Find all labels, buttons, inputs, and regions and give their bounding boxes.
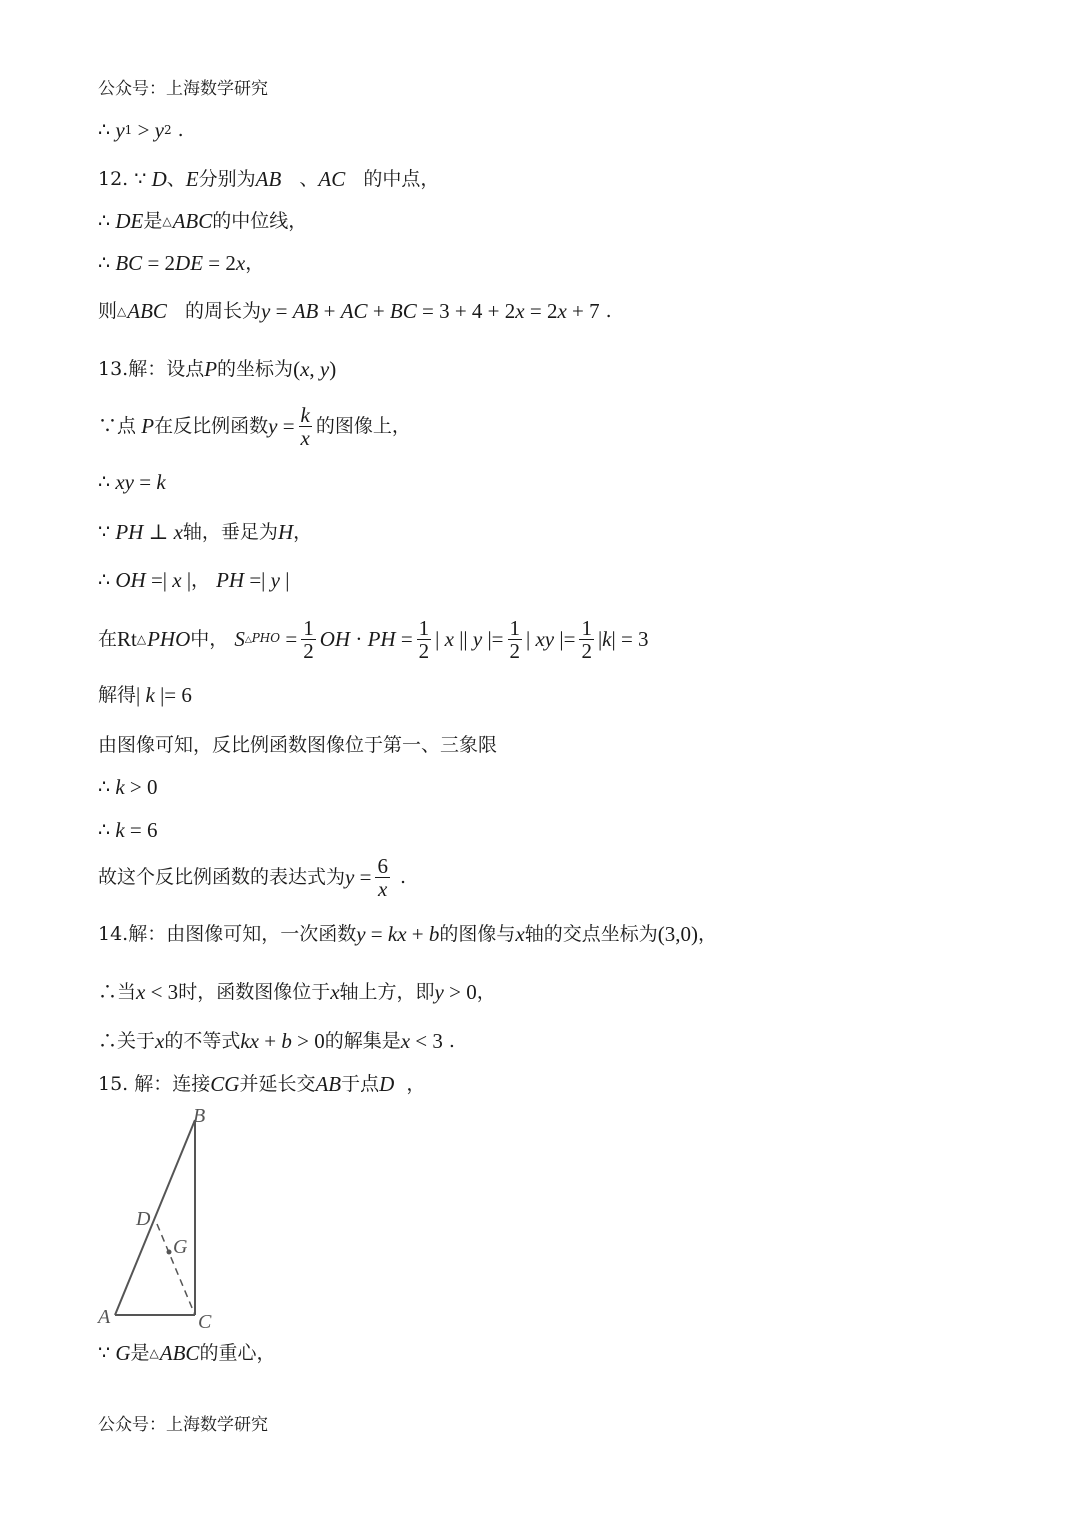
q13-line-g: 解得 | k |= 6 xyxy=(98,683,192,707)
q12-line-a: 12. ∵ D 、 E 分别为 AB 、 AC 的中点， xyxy=(98,167,440,191)
q13-line-k: 故这个反比例函数的表达式为 y = $\frac{6}{x}$ . xyxy=(98,853,407,901)
line-y1-gt-y2: ∴ y 1 > y 2 . xyxy=(98,118,184,142)
q13-line-b: ∵点 P 在反比例函数 y = $\frac{k}{x}$ 的图像上， xyxy=(98,402,411,450)
page-footer: 公众号：上海数学研究 xyxy=(98,1415,268,1435)
q12-line-d: 则 △ ABC 的周长为 y = AB + AC + BC = 3 + 4 + 2 x = 2 x + 7 . xyxy=(98,299,612,323)
q12-line-c: ∴ BC = 2 DE = 2 x ， xyxy=(98,251,265,275)
label-d: D xyxy=(136,1208,151,1230)
q14-line-a: 14.解：由图像可知，一次函数 y = kx + b 的图像与 x 轴的交点坐标为 ( 3,0 ) ， xyxy=(98,922,718,946)
q13-line-h: 由图像可知，反比例函数图像位于第一、三象限 xyxy=(98,734,498,756)
q14-line-b: ∴当 x < 3 时，函数图像位于 x 轴上方，即 y > 0 ， xyxy=(98,980,496,1004)
q13-line-f: 在 Rt △ PHO 中， S △PHO = $\frac{1}{2}$ OH · PH = $\frac{1}{2}$ | x || y |= $\frac{1}{2}$ | xy |= $\frac{1}{2}$ | k | = 3 xyxy=(98,615,649,663)
q12-line-b: ∴ DE 是 △ ABC 的中位线， xyxy=(98,209,308,233)
label-g: G xyxy=(173,1236,188,1258)
fraction-k-over-x: $\frac{k}{x}$ xyxy=(300,402,310,450)
label-b: B xyxy=(193,1105,206,1127)
q13-line-c: ∴ xy = k xyxy=(98,470,166,494)
q14-line-c: ∴关于 x 的不等式 kx + b > 0 的解集是 x < 3 . xyxy=(98,1029,455,1053)
q13-line-d: ∵ PH ⊥ x 轴，垂足为 H ， xyxy=(98,520,313,544)
page-header: 公众号：上海数学研究 xyxy=(98,79,268,99)
triangle-figure xyxy=(90,1100,240,1335)
q15-line-b: ∵ G 是 △ ABC 的重心， xyxy=(98,1341,276,1365)
q13-line-j: ∴ k = 6 xyxy=(98,818,158,842)
side-ab xyxy=(115,1120,195,1315)
q13-line-i: ∴ k > 0 xyxy=(98,775,158,799)
point-g xyxy=(167,1250,172,1255)
q13-line-a: 13.解：设点 P 的坐标为 ( x , y ) xyxy=(98,357,337,381)
label-a: A xyxy=(98,1306,111,1328)
fraction-6-over-x: $\frac{6}{x}$ xyxy=(377,853,388,901)
q15-line-a: 15. 解：连接 CG 并延长交 AB 于点 D ， xyxy=(98,1072,426,1096)
q13-line-e: ∴ OH =| x | ， PH =| y | xyxy=(98,568,290,592)
label-c: C xyxy=(198,1311,212,1333)
